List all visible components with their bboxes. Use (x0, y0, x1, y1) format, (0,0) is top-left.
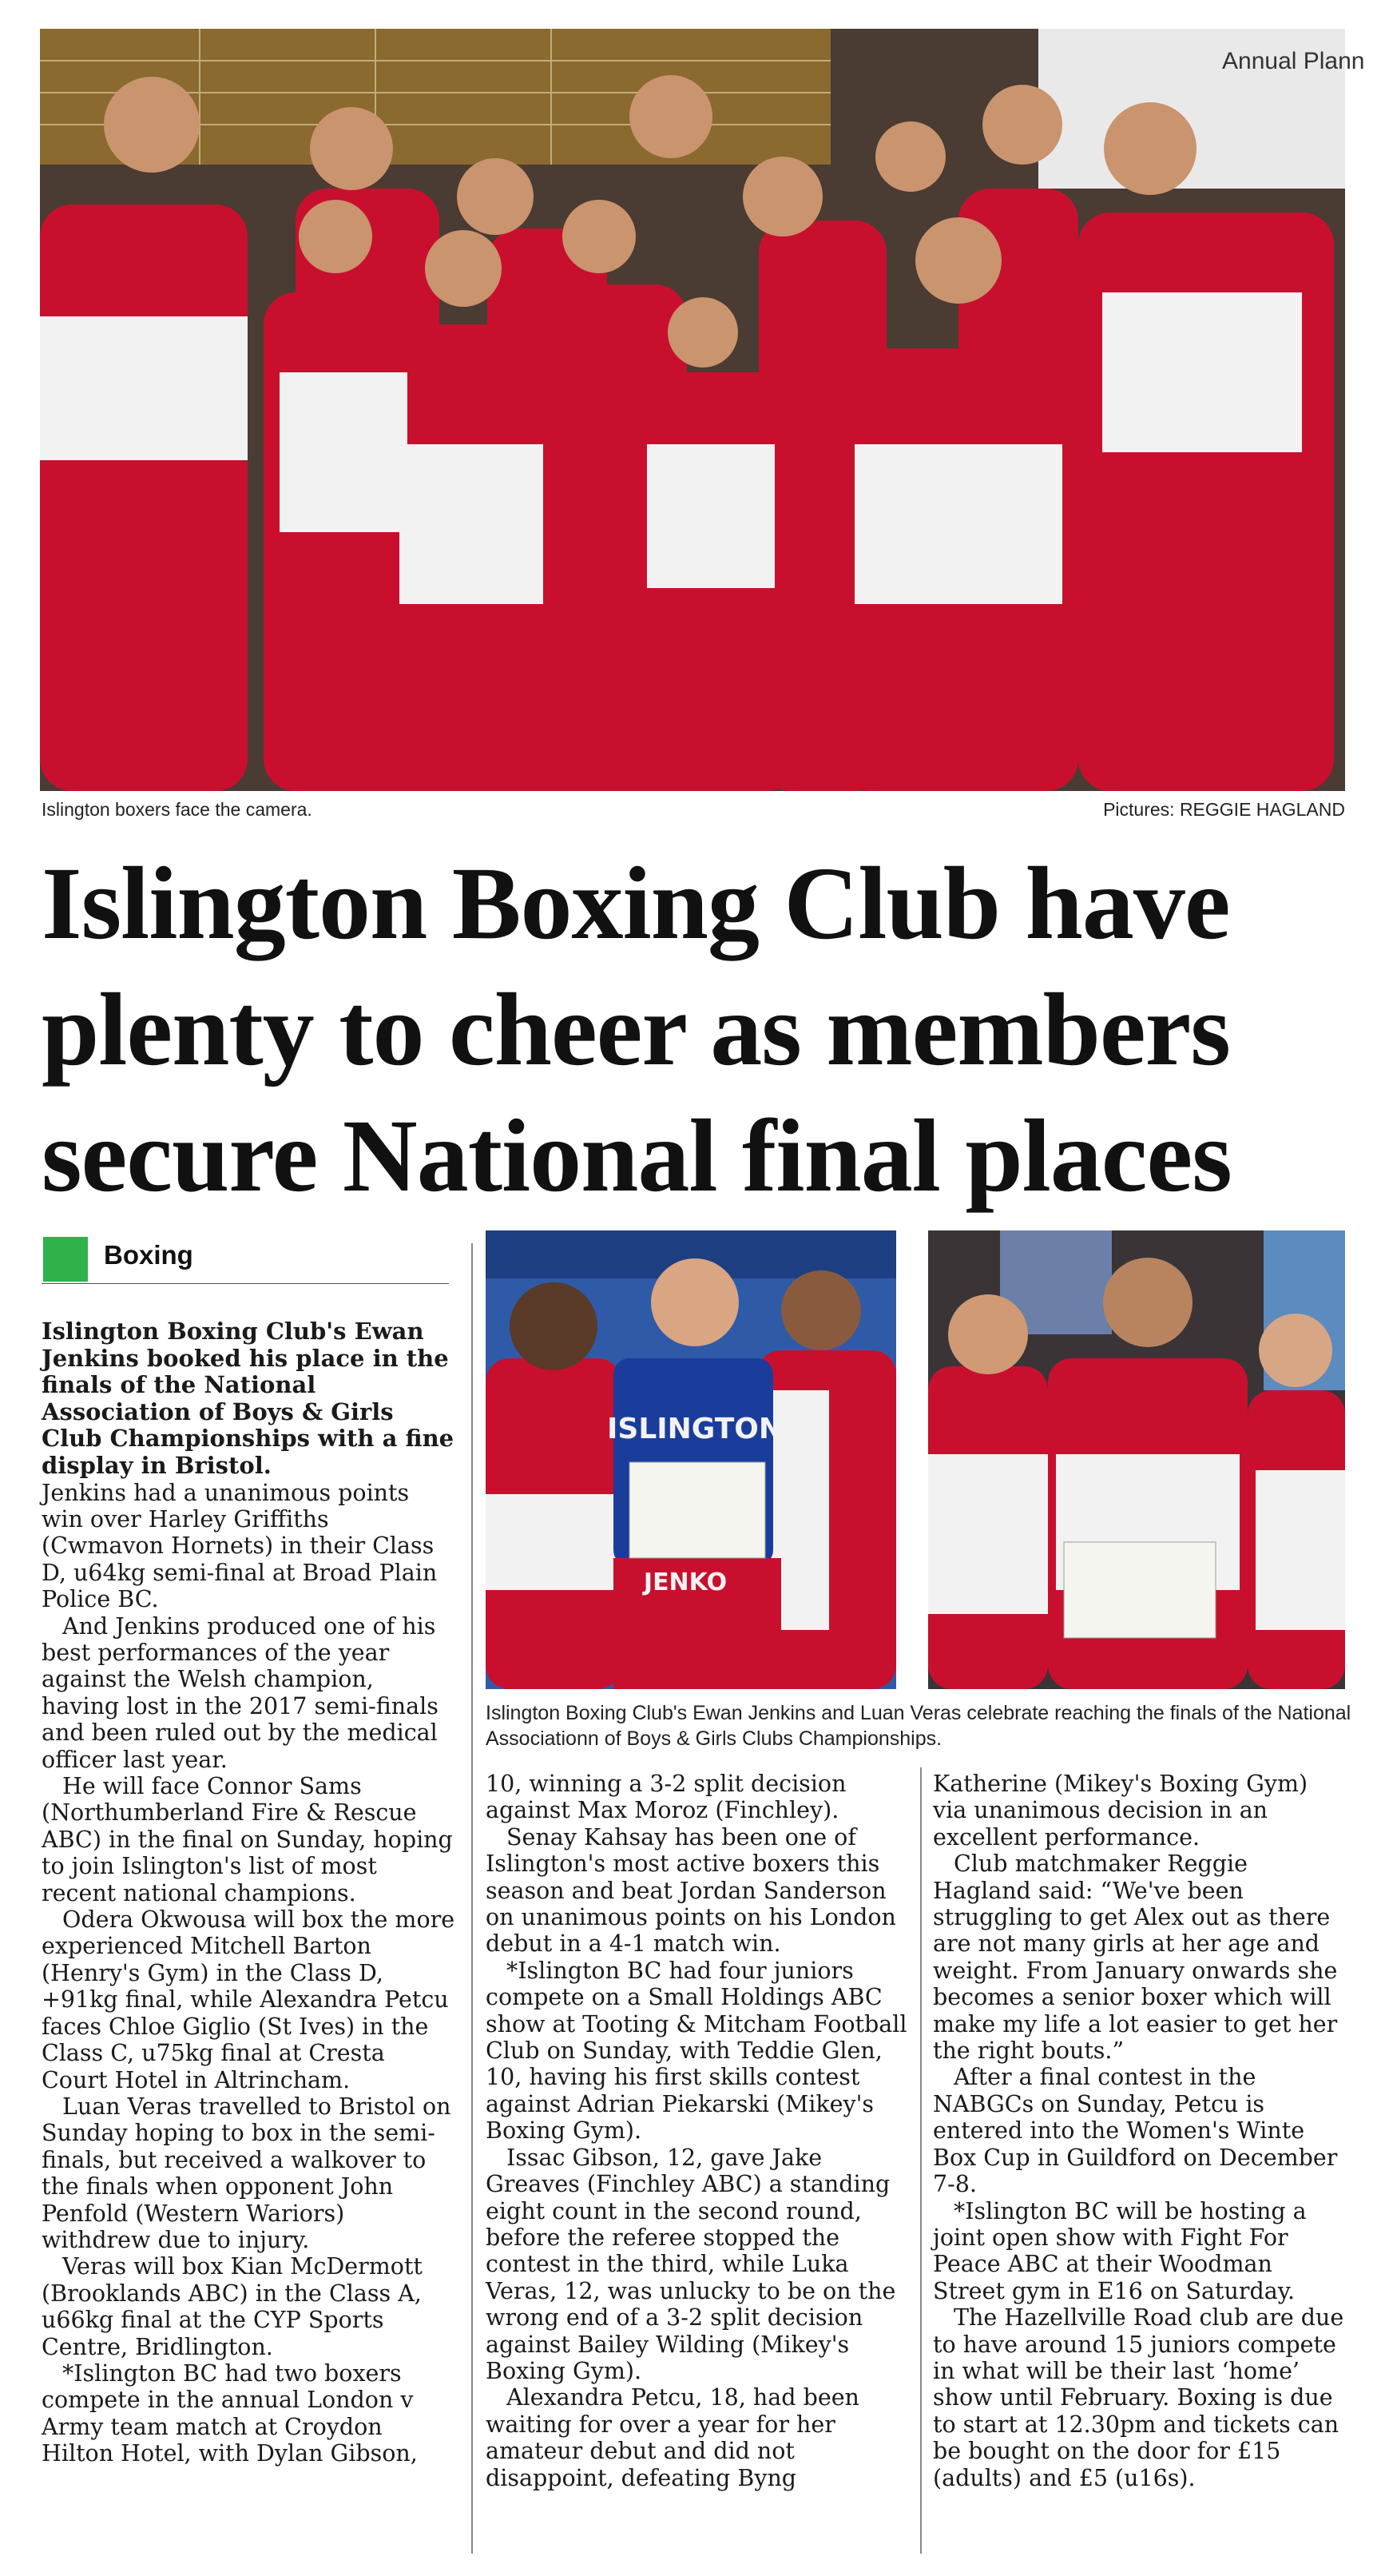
section-label: Boxing (104, 1240, 193, 1270)
photo-veras (928, 1230, 1345, 1689)
paragraph: Issac Gibson, 12, gave Jake Greaves (Finchley ABC) a standing eight count in the second round, before the referee stopped the contest in the third, while Luka Veras, 12, was unlucky to be on the wrong end of a 3-2 split decision against Bailey Wilding (Mikey's Boxing Gym). (486, 2144, 896, 2384)
paragraph: Alexandra Petcu, 18, had been waiting for over a year for her amateur debut and did not disappoint, defeating Byng (486, 2384, 859, 2491)
column-rule (920, 1767, 922, 2554)
article-lede: Islington Boxing Club's Ewan Jenkins booked his place in the finals of the National Association of Boys & Girls Club Championships with a fine display in Bristol. (42, 1318, 454, 1479)
paragraph: *Islington BC had four juniors compete on a Small Holdings ABC show at Tooting & Mitcham Football Club on Sunday, with Teddie Glen, 10, having his first skills contest against Adrian Piekarski (Mikey's Boxing Gym). (486, 1957, 907, 2145)
paragraph: Club matchmaker Reggie Hagland said: “We've been struggling to get Alex out as there are not many girls at her age and weight. From January onwards she becomes a senior boxer which will make my life a lot easier to get her the right bouts.” (933, 1851, 1338, 2065)
vest-text: ISLINGTON (607, 1413, 783, 1445)
paragraph: *Islington BC will be hosting a joint open show with Fight For Peace ABC at their Woodman Street gym in E16 on Saturday. (933, 2197, 1307, 2304)
paragraph: Senay Kahsay has been one of Islington's most active boxers this season and beat Jordan Sanderson on unanimous points on his London debut in a 4-1 match win. (486, 1823, 896, 1958)
photo-credit: Pictures: REGGIE HAGLAND (1103, 799, 1345, 820)
photo-jenkins-graphic (486, 1230, 896, 1689)
section-color-square (43, 1237, 88, 1282)
headline-line-3: secure National final places (42, 1099, 1232, 1214)
top-photo-caption: Islington boxers face the camera. (42, 799, 312, 820)
paragraph: Jenkins had a unanimous points win over Harley Griffiths (Cwmavon Hornets) in their Class D, u64kg semi-final at Broad Plain Police BC. (42, 1479, 438, 1613)
paragraph: 10, winning a 3-2 split decision against Max Moroz (Finchley). (486, 1771, 847, 1824)
paragraph: And Jenkins produced one of his best performances of the year against the Welsh champion, having lost in the 2017 semi-finals and been ruled out by the medical officer last year. (42, 1612, 439, 1773)
paragraph: He will face Connor Sams (Northumberland Fire & Rescue ABC) in the final on Sunday, hoping to join Islington's list of most recent national champions. (42, 1773, 453, 1906)
paragraph: Veras will box Kian McDermott (Brooklands ABC) in the Class A, u66kg final at the CYP Sports Centre, Bridlington. (42, 2253, 423, 2360)
article-column-3 (933, 1771, 1348, 2491)
paragraph: Luan Veras travelled to Bristol on Sunday hoping to box in the semi-finals, but received a walkover to the finals when opponent John Penfold (Western Wariors) withdrew due to injury. (42, 2093, 451, 2253)
paragraph: After a final contest in the NABGCs on Sunday, Petcu is entered into the Women's Winte Box Cup in Guildford on December 7-8. (933, 2064, 1338, 2198)
top-photo-graphic (40, 29, 1365, 791)
photo-jenkins (486, 1230, 896, 1689)
paragraph: The Hazellville Road club are due to have around 15 juniors compete in what will be their last ‘home’ show until February. Boxing is due to start at 12.30pm and tickets can be bought on the door for £15 (adults) and £5 (u16s). (933, 2304, 1344, 2491)
article-column-1 (42, 1318, 457, 2467)
paragraph: Katherine (Mikey's Boxing Gym) via unanimous decision in an excellent performance. (933, 1771, 1308, 1851)
headline (42, 841, 1351, 1219)
mid-photos-caption: Islington Boxing Club's Ewan Jenkins and Luan Veras celebrate reaching the finals of the National Associationn of Boys & Girls Clubs Championships. (486, 1702, 1351, 1750)
planner-board-text: Annual Plann (1222, 48, 1365, 74)
section-tag (42, 1237, 449, 1284)
headline-line-1: Islington Boxing Club have (42, 846, 1230, 961)
paragraph: *Islington BC had two boxers compete in the annual London v Army team match at Croydon Hilton Hotel, with Dylan Gibson, (42, 2359, 418, 2467)
shorts-text: JENKO (643, 1568, 728, 1596)
article-column-2 (486, 1771, 909, 2491)
paragraph: Odera Okwousa will box the more experienced Mitchell Barton (Henry's Gym) in the Class D, +91kg final, while Alexandra Petcu faces Chloe Giglio (St Ives) in the Class C, u75kg final at Cresta Court Hotel in Altrincham. (42, 1906, 455, 2093)
headline-line-2: plenty to cheer as members (42, 972, 1230, 1087)
photo-veras-graphic (928, 1230, 1345, 1689)
top-photo (40, 29, 1365, 791)
column-rule (471, 1243, 473, 2554)
